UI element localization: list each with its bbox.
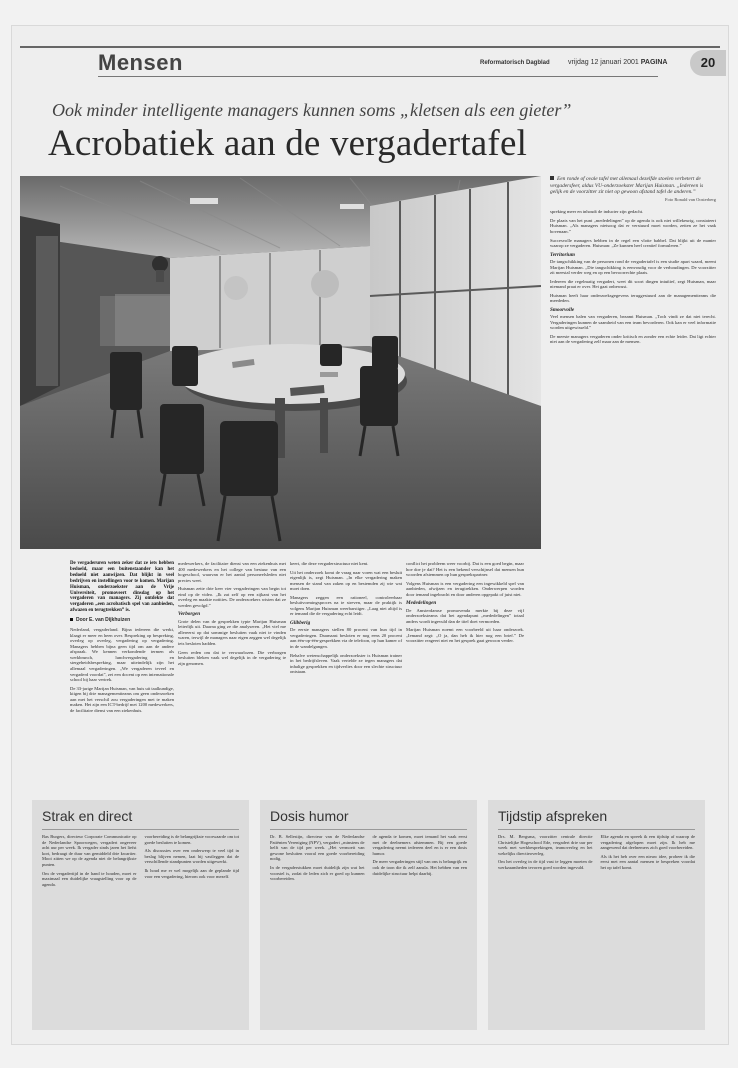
box-title: Tijdstip afspreken bbox=[498, 808, 608, 824]
paragraph: Drs. M. Bergsma, voorzitter centrale directie Christelijke Hogeschool Ede, vergadert drie uur per week met werkbesprekingen, teamoverleg en het wekelijks directieoverleg. bbox=[498, 834, 593, 856]
box-rule bbox=[42, 829, 239, 830]
paragraph: Elke agenda en spreek ik een tijdstip af waarop de vergadering afgelopen moet zijn. Ik heb me aangewend dat deelnemers zich goed voorbereiden. bbox=[600, 834, 695, 851]
sidebar-box-strak-en-direct bbox=[32, 800, 249, 1030]
headline-kicker: Ook minder intelligente managers kunnen soms „kletsen als een gieter” bbox=[52, 100, 572, 120]
paragraph: Huisman heeft haar onderzoeksgegevens teruggestuurd aan de managementteams die meededen. bbox=[550, 292, 716, 304]
subheading: Smoorvolle bbox=[550, 306, 575, 313]
paragraph: Succesvolle managers hebben in de regel een vlotte babbel. Dat blijkt uit de manier waarop ze vergaderen. Huisman: „Ze kunnen heel creatief formuleren.” bbox=[550, 237, 716, 249]
sidebar-box-tijdstip-afspreken bbox=[488, 800, 705, 1030]
paragraph: Volgens Huisman is een vergadering een ingewikkeld spel van aanbieden, afwijzen en terugtrekken. Onderwerpen worden door iemand ingebracht en door anderen opgepakt of juist niet. bbox=[406, 580, 524, 597]
box-column bbox=[270, 834, 365, 885]
paragraph: De Amsterdamse promovenda merkte bij deze vijf onderzoeksteams dat het agendapunt „mededelingen” totaal anders wordt ingevuld dan de titel doet vermoeden. bbox=[406, 607, 524, 624]
subheading: Territorium bbox=[550, 251, 575, 258]
paragraph: Als ik het heb over een nieuw idee, probeer ik die eerst met een aantal mensen te bespreken voordat het op tafel komt. bbox=[600, 853, 695, 870]
paragraph: de agenda te komen, moet iemand het vaak eerst met de deelnemers afstemmen. Bij een goede vergadering neemt iedereen deel en is er een dosis humor. bbox=[372, 834, 467, 856]
article-column-1 bbox=[70, 561, 174, 716]
paragraph: Bas Burgers, directeur Corporate Communicatie op de Nederlandse Spoorwegen, vergadert ongeveer acht uur per week. Ik vergader sinds jaren het liefst kort, bedraagt de duur van gemiddeld drie kwartier. Mooi zitten we op de agenda niet de belangrijkste punten. bbox=[42, 834, 137, 867]
article-column-3 bbox=[290, 561, 402, 678]
paragraph: keert, die deze vergaderstructuur niet kent. bbox=[290, 561, 369, 566]
issue-date: vrijdag 12 januari 2001 bbox=[568, 59, 639, 66]
dateline bbox=[568, 59, 668, 66]
paragraph: Dr. B. Sellestijn, directeur van de Nederlandse Patiënten Vereniging (NPV), vergadert „minstens de helft van de tijd per week. „Het vermoeit van gewone besluiten vooral een goede voorbereiding nodig. bbox=[270, 834, 365, 862]
paragraph: Als discussies over een onderwerp te veel tijd in beslag blijven nemen, laat hij vastleggen dat de verschillende standpunten worden uitgewerkt. bbox=[144, 848, 239, 865]
paragraph: Om het overleg in de tijd vast te leggen moeten de werkzaamheden tevoren goed worden ingevuld. bbox=[498, 859, 593, 870]
paragraph: Uit het onderzoek komt de vraag naar voren wat een besluit eigenlijk is, zegt Huisman. „In elke vergadering maken mensen de stand van zaken op en bestemden zij wie wat moet doen. bbox=[290, 569, 402, 592]
subheading: Verborgen bbox=[178, 611, 201, 618]
section-title: Mensen bbox=[98, 50, 183, 75]
top-rule bbox=[20, 46, 720, 48]
paragraph: De meer vergaderingen stijl van ons is belangrijk en ook de toon die ik zelf aansla. Het hebben van een duidelijke structuur helpt daarbij. bbox=[372, 859, 467, 876]
paragraph: spreking meer en inhoudt de inducter zijn gedacht. bbox=[550, 209, 644, 215]
page-word: PAGINA bbox=[640, 59, 668, 66]
photo-caption bbox=[550, 176, 716, 203]
meeting-room-photo bbox=[20, 176, 541, 549]
paragraph: medewerkers, de facilitaire dienst van een ziekenhuis met 400 medewerkers en het college van bestuur van een hogeschool, waarvan er het aantal personeelsleden niet precies weet. bbox=[178, 561, 286, 583]
paragraph: Huisman zette drie keer vier vergaderingen van begin tot eind op de video. „Ik zat zelf op een zijkant van het overleg en maakte notities. De onderzoekers wisten dat ze werden gevolgd.” bbox=[178, 586, 286, 608]
right-column-body bbox=[550, 209, 716, 345]
box-column bbox=[498, 834, 593, 874]
paragraph: In de vergaderstukken moet duidelijk zijn wat het voorstel is, zodat de leden zich er goed op kunnen voorbereiden. bbox=[270, 864, 365, 882]
paragraph: Marijan Huisman noemt een voorbeeld uit haar onderzoek. „Iemand zegt: „O ja, dan heb ik hier nog een brief.” De voorzitter reageert niet en het gesprek gaat gewoon verder. bbox=[406, 627, 524, 644]
paragraph: Grote delen van de gesprekken typte Marijan Huisman letterlijk uit. Daarna ging ze die analyseren. „Het viel me allereerst op dat sommige besluiten vaak niet te vinden waren, terwijl de managers naar eigen zeggen wel degelijk iets besloten hadden. bbox=[178, 618, 286, 646]
paragraph: Ik houd me er wel mogelijk aan de geplande tijd voor een vergadering, hierom ook voor mezelf. bbox=[144, 867, 239, 879]
box-column bbox=[42, 834, 137, 890]
masthead bbox=[12, 26, 728, 76]
box-title: Dosis humor bbox=[270, 808, 349, 824]
paragraph: De tangschikking van de personen rond de vergadertafel is een studie apart waard, meent Marijan Huisman. „Die tangschikking is eenvoudig voor de verhoudingen. De voorzitter zit meestal verder weg en op een bevoorrechte plaats. bbox=[550, 259, 716, 276]
paragraph: De eerste managers stellen 80 procent van hun tijd in vergaderingen. Daarnaast besloten er nog eens 20 procent aan één-op-één-gesprekken via de telefoon, op hun kamer of in de wandelgangen. bbox=[290, 627, 402, 649]
box-rule bbox=[270, 829, 467, 830]
paragraph: De plaats van het punt „mededelingen” op de agenda is ook niet willekeurig, constateert Huisman. „Als managers nietsoog dat er verstuurd moet worden, zetten ze het vaak bovenaan.” bbox=[550, 217, 716, 235]
subheading: Glibberig bbox=[290, 619, 311, 626]
paragraph: Managers zeggen een rationeel, controleerbaar besluitvormingsproces na te streven, maar de praktijk is volgens Marijan Huisman weerbarstiger. „Laag niet altijd is er iemand die de vergadering echt leidt. bbox=[290, 594, 402, 617]
right-column bbox=[550, 176, 716, 348]
paragraph: De 33-jarige Marijan Huisman, van huis uit taalkundige, kiigen bij drie managementteams om geen onderzoeken aan met het verschil zou vergaderingen met te maken maken. Het zijn een ICT-bedrijf met 1200 medewerkers, de facilitaire dienst van een ziekenhuis. bbox=[70, 685, 174, 713]
article-intro: De vergaderuren weten zeker dat ze iets hebben bedoeld, maar een buitenstaander kan het bedoeld niet aanwijzen. Dat blijkt in veel bedrijven en instellingen voor te komen. Marijan Huisman, onderzoekster aan de Vrije Universiteit, promoveert dinsdag op het vergaderen van managers. Zij ontdekte dat vergaderen „een acrobatisch spel van aanbieden, afwazen en terugtrekken” is. bbox=[70, 561, 174, 614]
photo-credit: Foto Ronald van Oosterberg bbox=[664, 196, 716, 202]
article-column-2 bbox=[178, 561, 286, 669]
box-columns bbox=[260, 834, 477, 885]
page-number: 20 bbox=[690, 50, 726, 76]
box-title: Strak en direct bbox=[42, 808, 133, 824]
caption-text: Een ronde of ovale tafel met allemaal dezelfde stoelen verbetert de vergadersfeer, aldus VU-onderzoekster Marijan Huisman. „Iedereen is gelijk en de voorzitter zit niet op gewoon afstand tafel de anderen.” bbox=[550, 176, 704, 196]
box-rule bbox=[498, 829, 695, 830]
paragraph: De meeste managers vergaderen onder kritisch en zonder een echte leider. Dat ligt echter niet aan de vergadering zelf maar aan de mensen. bbox=[550, 333, 716, 345]
byline: Door E. van Dijkhuizen bbox=[70, 617, 174, 623]
box-columns bbox=[32, 834, 249, 890]
masthead-rule bbox=[98, 76, 658, 77]
box-column bbox=[373, 834, 468, 885]
paragraph: Om de vergadertijd in de hand te houden, moet er maximaal een duidelijke vraagstelling voor op de agenda. bbox=[42, 870, 137, 887]
paragraph: Nederland, vergaderland. Bijna iedereen die werkt, klaagt er meer en heen over. Bespreking op bespreking, overleg op overleg, vergadering op vergadering. Managers hebben bijna geen tijd om aan de andere afspraak. We kennen verkondende termen als werkbrunch, lunchvergadering en stergeheidsbespreking, maar uiteindelijk zijn het allemaal vergaderingen. „We vergaderen teveel en vergaderd voordat”, zei een docent op een internationale school bij haar vertrek. bbox=[70, 627, 174, 683]
paragraph: Iedereen die regelmatig vergadert, weet dit soort dingen intuïtief, zegt Huisman, maar niemand praat er over. Het gaat onbewust. bbox=[550, 278, 716, 290]
subheading: Mededelingen bbox=[406, 600, 437, 607]
paragraph: Geen reden om dat te verwaarlozen. Die verborgen besluiten bleken vaak wel degelijk in de vergadering te zijn genomen. bbox=[178, 649, 286, 666]
headline-title: Acrobatiek aan de vergadertafel bbox=[48, 123, 528, 164]
box-column bbox=[145, 834, 240, 890]
sidebar-box-dosis-humor bbox=[260, 800, 477, 1030]
paragraph: Behalve wetenschappelijk onderzoekster is Huisman trainer in het bedrijfsleven. Vaak vertelde ze tegen managers dat inhalige gesprekken en tijdverlies door een slechte structuur ontstaan. bbox=[290, 652, 402, 675]
box-columns bbox=[488, 834, 705, 874]
caption-bullet-icon bbox=[550, 176, 554, 180]
newspaper-name: Reformatorisch Dagblad bbox=[480, 60, 550, 66]
paragraph: voorbereiding is de belangrijkste voorwaarde om tot goede besluiten te komen. bbox=[144, 834, 239, 845]
paragraph: conflict het probleem weer voorbij. Dat is een goed begin, maar hoe doe je dat? Het is een bekend verschijnsel dat mensen hun woorden afstemmen op hun gesprekspartner. bbox=[406, 561, 524, 578]
box-column bbox=[601, 834, 696, 874]
paragraph: Veel mensen balen van vergaderen, beaamt Huisman. „Toch vindt ze dat niet terecht. Vergaderingen kunnen de saamheid van een team bevorderen. Ook kan er veel informatie worden uitgewisseld.” bbox=[550, 314, 716, 331]
article-column-4 bbox=[406, 561, 524, 647]
meeting-room-illustration bbox=[20, 176, 541, 549]
newspaper-page bbox=[12, 26, 728, 1044]
